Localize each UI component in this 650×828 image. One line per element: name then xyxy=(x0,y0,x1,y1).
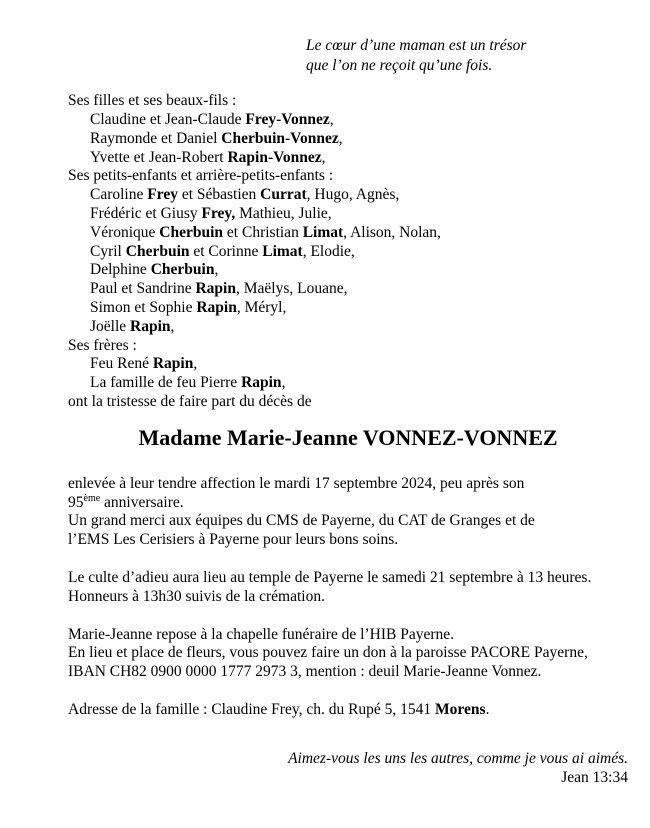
family-line xyxy=(68,167,628,186)
text-segment: , Méryl, xyxy=(236,298,287,316)
text-segment: , xyxy=(193,355,198,373)
opening-quote xyxy=(306,36,628,75)
text-segment: Rapin xyxy=(195,280,236,298)
family-list xyxy=(68,92,628,412)
text-segment: Mathieu, Julie, xyxy=(235,204,332,222)
text-segment: Jean 13:34 xyxy=(561,769,628,787)
text-segment: , xyxy=(321,148,326,166)
text-segment: Un grand merci aux équipes du CMS de Payerne, du CAT de Granges et de xyxy=(68,512,535,530)
family-line xyxy=(68,130,628,149)
family-line xyxy=(68,224,628,243)
text-segment: Ses frères : xyxy=(68,336,137,354)
text-segment: , xyxy=(338,129,343,147)
text-segment: Rapin xyxy=(241,374,282,392)
text-segment: Cherbuin xyxy=(159,223,224,241)
text-segment: Joëlle xyxy=(90,317,131,335)
text-segment: ème xyxy=(83,492,101,504)
text-segment: Frey-Vonnez xyxy=(245,110,330,128)
closing-quote xyxy=(68,749,628,788)
text-segment: 95 xyxy=(68,493,84,511)
text-segment: Rapin xyxy=(130,317,171,335)
family-line xyxy=(68,280,628,299)
text-segment: Cherbuin xyxy=(150,261,215,279)
text-segment: Rapin xyxy=(152,355,194,373)
closing-quote-line xyxy=(68,768,628,788)
closing-quote-line xyxy=(68,749,628,769)
family-line xyxy=(68,374,628,393)
text-segment: En lieu et place de fleurs, vous pouvez faire un don à la paroisse PACORE Payerne, xyxy=(68,644,588,662)
family-line xyxy=(68,393,628,412)
text-segment: , Alison, Nolan, xyxy=(343,223,441,241)
text-segment: Ses filles et ses beaux-fils : xyxy=(68,92,237,110)
family-line xyxy=(68,337,628,356)
family-line xyxy=(68,261,628,280)
paragraph-ceremony xyxy=(68,569,628,607)
text-segment: Rapin-Vonnez xyxy=(227,148,322,166)
text-segment: Frey xyxy=(147,186,178,204)
text-segment: Simon et Sophie xyxy=(90,298,197,316)
paragraph-donations xyxy=(68,626,628,682)
text-segment: Le cœur d’une maman est un trésor xyxy=(306,37,527,54)
text-segment: que l’on ne reçoit qu’une fois. xyxy=(306,56,493,74)
text-segment: Aimez-vous les uns les autres, comme je vous ai aimés. xyxy=(288,749,628,767)
text-segment: , xyxy=(281,374,286,392)
text-segment: Raymonde et Daniel xyxy=(90,129,222,147)
paragraph-line xyxy=(68,644,628,663)
text-segment: Claudine et Jean-Claude xyxy=(90,110,246,128)
paragraph-line xyxy=(68,569,628,588)
text-segment: Feu René xyxy=(90,355,153,373)
text-segment: Le culte d’adieu aura lieu au temple de Payerne le samedi 21 septembre à 13 heures. xyxy=(68,568,592,586)
family-line xyxy=(68,299,628,318)
text-segment: . xyxy=(485,700,490,718)
paragraph-line xyxy=(68,588,628,607)
deceased-name-title: Madame Marie-Jeanne VONNEZ-VONNEZ xyxy=(138,424,558,450)
text-segment: Cherbuin-Vonnez xyxy=(221,129,339,147)
family-line xyxy=(68,318,628,337)
text-segment: anniversaire. xyxy=(100,493,184,511)
text-segment: Adresse de la famille : Claudine Frey, ch. du Rupé 5, 1541 xyxy=(68,700,436,718)
text-segment: Morens xyxy=(435,700,486,718)
family-line xyxy=(68,243,628,262)
text-segment: Caroline xyxy=(90,186,148,204)
paragraph-family-address xyxy=(68,701,628,720)
text-segment: Cyril xyxy=(90,242,126,260)
text-segment: et Corinne xyxy=(189,242,263,260)
paragraph-line xyxy=(68,663,628,682)
text-segment: et Christian xyxy=(223,223,303,241)
text-segment: Ses petits-enfants et arrière-petits-enfants : xyxy=(68,167,334,185)
family-line xyxy=(68,92,628,111)
text-segment: Yvette et Jean-Robert xyxy=(90,148,228,166)
text-segment: Limat xyxy=(262,242,303,260)
text-segment: , Elodie, xyxy=(302,242,355,260)
text-segment: Frédéric et Giusy xyxy=(90,204,202,222)
text-segment: , Maëlys, Louane, xyxy=(235,280,348,298)
paragraph-line xyxy=(68,531,628,550)
text-segment: Currat xyxy=(260,186,307,204)
paragraph-line xyxy=(68,626,628,645)
opening-quote-line xyxy=(306,36,628,56)
text-segment: Honneurs à 13h30 suivis de la crémation. xyxy=(68,587,325,605)
text-segment: Véronique xyxy=(90,223,160,241)
text-segment: Marie-Jeanne repose à la chapelle funéraire de l’HIB Payerne. xyxy=(68,625,455,643)
text-segment: Rapin xyxy=(196,298,237,316)
text-segment: Frey, xyxy=(201,204,236,222)
text-segment: Paul et Sandrine xyxy=(90,280,196,298)
text-segment: Delphine xyxy=(90,261,151,279)
text-segment: , Hugo, Agnès, xyxy=(306,186,400,204)
opening-quote-line xyxy=(306,56,628,76)
paragraph-line xyxy=(68,475,628,494)
paragraph-line xyxy=(68,494,628,513)
paragraph-line xyxy=(68,512,628,531)
paragraph-line xyxy=(68,701,628,720)
text-segment: La famille de feu Pierre xyxy=(90,374,242,392)
text-segment: IBAN CH82 0900 0000 1777 2973 3, mention : deuil Marie-Jeanne Vonnez. xyxy=(68,663,542,681)
text-segment: Cherbuin xyxy=(125,242,190,260)
text-segment: Limat xyxy=(302,223,344,241)
text-segment: l’EMS Les Cerisiers à Payerne pour leurs bons soins. xyxy=(68,531,399,549)
family-line xyxy=(68,149,628,168)
text-segment: ont la tristesse de faire part du décès de xyxy=(68,392,312,410)
text-segment: enlevée à leur tendre affection le mardi 17 septembre 2024, peu après son xyxy=(68,474,525,492)
text-segment: , xyxy=(170,317,175,335)
family-line xyxy=(68,355,628,374)
paragraph-death-details xyxy=(68,475,628,550)
text-segment: et Sébastien xyxy=(177,186,261,204)
family-line xyxy=(68,205,628,224)
family-line xyxy=(68,186,628,205)
text-segment: , xyxy=(329,110,334,128)
text-segment: , xyxy=(214,261,219,279)
family-line xyxy=(68,111,628,130)
